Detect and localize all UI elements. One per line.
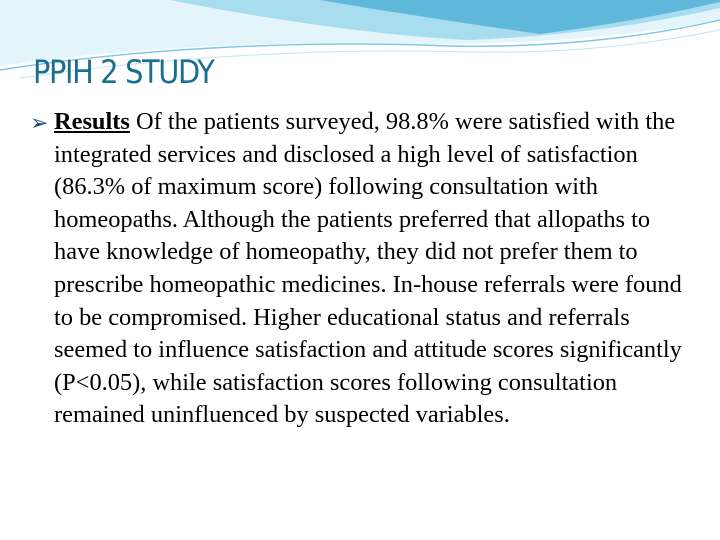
- content-body: [30, 106, 700, 432]
- slide-title: PPIH 2 STUDY: [33, 53, 214, 91]
- results-lead: Results: [54, 108, 130, 135]
- arrow-bullet-icon: ➢: [30, 111, 49, 136]
- results-text: Of the patients surveyed, 98.8% were satisfied with the integrated services and disclosed a high level of satisfaction (86.3% of maximum score) following consultation with homeopaths. Although the patients preferred that allopaths to have knowledge of homeopathy, they did not prefer them to prescribe homeopathic medicines. In-house referrals were found to be compromised. Higher educational status and referrals seemed to influence satisfaction and attitude scores significantly (P<0.05), while satisfaction scores following consultation remained uninfluenced by suspected variables.: [54, 108, 682, 429]
- results-paragraph: [54, 106, 700, 432]
- bullet-item: [30, 106, 700, 432]
